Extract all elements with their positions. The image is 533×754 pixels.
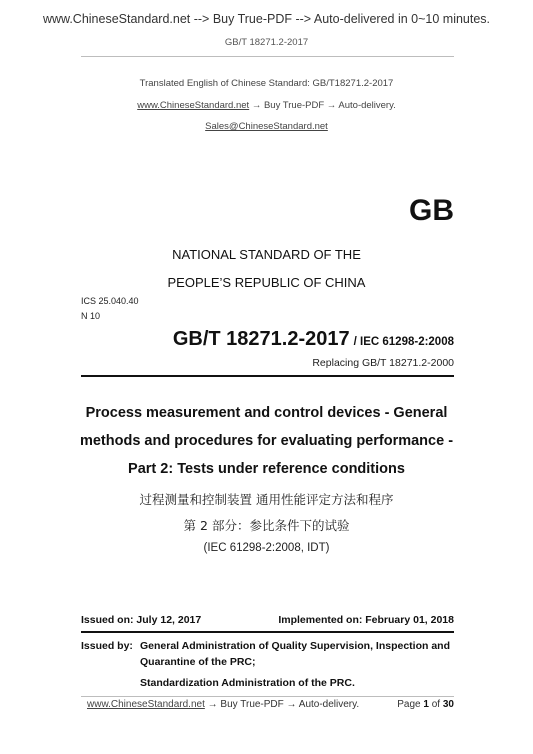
website-link[interactable]: www.ChineseStandard.net [137, 100, 250, 111]
issued-by-line3: Standardization Administration of the PRC. [140, 677, 355, 689]
replacing-note: Replacing GB/T 18271.2-2000 [312, 357, 454, 369]
page-number [380, 699, 454, 710]
national-standard-line1: NATIONAL STANDARD OF THE [172, 247, 361, 262]
email-link[interactable]: Sales@ChineseStandard.net [205, 121, 328, 132]
dates-divider [81, 631, 454, 633]
footer-website-link[interactable]: www.ChineseStandard.net [87, 699, 205, 710]
chinese-subtitle: 第 2 部分：参比条件下的试验 [183, 518, 350, 533]
header-std-code: GB/T 18271.2-2017 [224, 37, 309, 48]
translation-line: Translated English of Chinese Standard: GB/T18271.2-2017 [139, 78, 394, 89]
national-standard-line2: PEOPLE’S REPUBLIC OF CHINA [167, 275, 366, 290]
title-line1: Process measurement and control devices - General [85, 405, 448, 421]
implemented-on-date: Implemented on: February 01, 2018 [278, 614, 454, 626]
standard-number [140, 328, 454, 351]
page-current: 1 [423, 699, 429, 710]
header-divider [81, 56, 454, 57]
page-of: of [431, 699, 441, 710]
issued-on-date: Issued on: July 12, 2017 [81, 614, 202, 626]
chinese-title: 过程测量和控制装置 通用性能评定方法和程序 [139, 492, 394, 507]
gb-mark: GB [409, 194, 454, 227]
title-divider [81, 375, 454, 377]
page-total: 30 [442, 699, 454, 710]
footer-buy-line [87, 699, 359, 710]
footer-buy-text: → Buy True-PDF → Auto-delivery. [204, 699, 360, 710]
footer-divider [81, 696, 454, 697]
ics-code: ICS 25.040.40 [81, 296, 139, 306]
issued-by-line1: General Administration of Quality Supervision, Inspection and [140, 640, 450, 652]
standard-number-main: GB/T 18271.2-2017 [172, 328, 350, 350]
page-label: Page [397, 699, 421, 710]
buy-text: → Buy True-PDF → Auto-delivery. [249, 100, 396, 111]
iec-number: / IEC 61298-2:2008 [353, 336, 454, 348]
top-banner: www.ChineseStandard.net --> Buy True-PDF --> Auto-delivered in 0~10 minutes. [42, 12, 491, 26]
issued-by-label: Issued by: [81, 640, 133, 652]
idt-note: (IEC 61298-2:2008, IDT) [203, 542, 330, 554]
title-line2: methods and procedures for evaluating performance - [79, 433, 454, 449]
ccs-code: N 10 [81, 311, 101, 321]
email-line [0, 121, 533, 132]
issued-by-line2: Quarantine of the PRC; [140, 656, 256, 668]
buy-line [0, 100, 533, 111]
title-line3: Part 2: Tests under reference conditions [128, 461, 405, 477]
